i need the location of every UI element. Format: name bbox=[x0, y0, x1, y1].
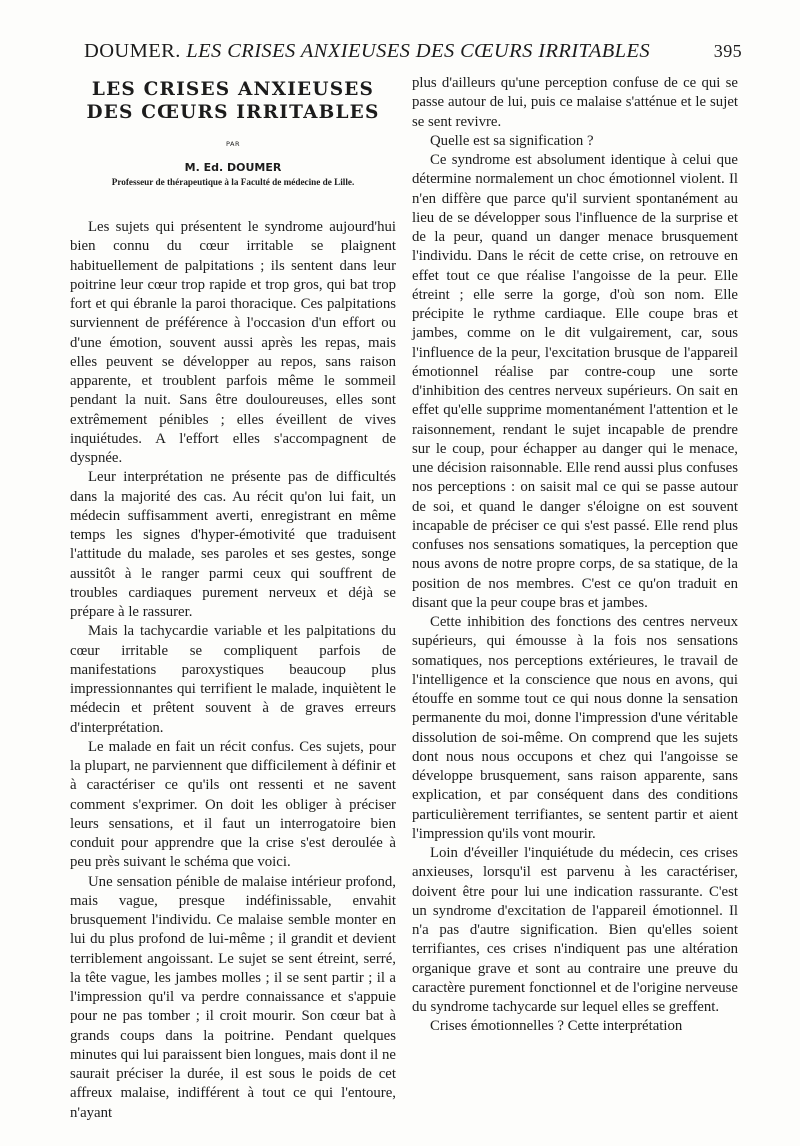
paragraph: Ce syndrome est absolument identique à celui que détermine normalement un choc émotionnel violent. Il n'en diffère que parce qu'il survient spontanément au lieu de se développer sous l'influence de la surprise et de la peur, quand un danger menace brusquement l'individu. Dans le récit de cette crise, on retrouve en effet tout ce que réalise l'angoisse de la peur. Elle étreint ; elle serre la gorge, d'où son nom. Elle précipite le rythme cardiaque. Elle coupe bras et jambes, comme on le dit vulgairement, car, sous l'influence de la peur, l'excitation brusque de l'appareil émotionnel réalise par contre-coup une sorte d'inhibition des centres nerveux supérieurs. On sait en effet qu'elle supprime momentanément l'attention et le raisonnement, rendant le sujet incapable de prendre sur le coup, pour échapper au danger qui le menace, une décision raisonnable. Elle rend aussi plus confuses nos perceptions : on saisit mal ce qui se passe autour de soi, et quand le danger s'éloigne on est souvent incapable de préciser ce qui s'est passé. Elle rend plus confuses nos sensations somatiques, la perception que nous avons de notre propre corps, de sa statique, de la position de nos membres. C'est ce qu'on traduit en disant que la peur coupe bras et jambes. bbox=[412, 152, 738, 611]
byline-par: PAR bbox=[226, 140, 240, 148]
author-name: M. Ed. DOUMER bbox=[184, 161, 282, 174]
running-head bbox=[84, 40, 742, 70]
article-title-line-1: LES CRISES ANXIEUSES bbox=[91, 79, 375, 100]
paragraph-continued: plus d'ailleurs qu'une perception confuse de ce qui se passe autour de lui, puis ce malaise s'atténue et le sujet se sent revivre. bbox=[412, 75, 738, 130]
paragraph: Mais la tachycardie variable et les palpitations du cœur irritable se compliquent parfois de manifestations paroxystiques beaucoup plus impressionnantes qui terrifient le malade, inquiètent le médecin et prêtent souvent à de graves erreurs d'interprétation. bbox=[70, 623, 396, 736]
running-head-title bbox=[84, 40, 650, 63]
paragraph: Quelle est sa signification ? bbox=[430, 132, 594, 149]
author-affiliation: Professeur de thérapeutique à la Faculté de médecine de Lille. bbox=[111, 177, 355, 187]
left-column bbox=[70, 74, 396, 1123]
paragraph: Les sujets qui présentent le syndrome aujourd'hui bien connu du cœur irritable se plaignent habituellement de palpitations ; ils sentent dans leur poitrine leur cœur trop rapide et trop gros, qui bat trop fort et qui ébranle la paroi thoracique. Ces palpitations surviennent de préférence à l'occasion d'un effort ou d'une émotion, souvent aussi après les repas, mais elles peuvent se développer au repos, sans raison apparente, et troublent parfois même le sommeil pendant la nuit. Sans être douloureuses, elles sont extrêmement pénibles ; elles éveillent de vives inquiétudes. A l'effort elles s'accompagnent de dyspnée. bbox=[70, 219, 396, 466]
page-number: 395 bbox=[713, 41, 742, 61]
paragraph: Crises émotionnelles ? Cette interprétation bbox=[430, 1018, 683, 1035]
paragraph: Leur interprétation ne présente pas de difficultés dans la majorité des cas. Au récit qu'on lui fait, un médecin suffisamment averti, enregistrant en même temps les signes d'hyper-émotivité que traduisent l'attitude du malade, ses paroles et ses gestes, songe aussitôt à le ranger parmi ceux qui souffrent de troubles cardiaques purement nerveux et déjà se prépare à le rassurer. bbox=[70, 469, 396, 620]
paragraph: Cette inhibition des fonctions des centres nerveux supérieurs, qui émousse à la fois nos sensations somatiques, nos perceptions extérieures, le travail de l'intelligence et la conscience que nous en avons, qui étouffe en somme tout ce qui nous donne la sensation permanente du moi, donne l'impression d'une véritable dissolution de soi-même. On comprend que les sujets dont nous nous occupons et chez qui l'angoisse se développe brusquement, sans raison apparente, sans explication, et par conséquent dans des conditions particulièrement terrifiantes, se sentent partir et aient l'impression qu'ils vont mourir. bbox=[412, 614, 738, 842]
running-head-author: DOUMER. bbox=[84, 40, 181, 62]
paragraph: Une sensation pénible de malaise intérieur profond, mais vague, presque indéfinissable, envahit brusquement l'individu. Ce malaise semble monter en lui du plus profond de lui-même ; il grandit et devient terriblement angoissant. Le sujet se sent étreint, serré, la tête vague, les jambes molles ; il se sent partir ; il a l'impression qu'il va perdre connaissance et s'appuie pour ne pas tomber ; il croit mourir. Son cœur bat à grands coups dans la poitrine. Pendant quelques minutes qui lui paraissent bien longues, mais dont il ne saurait préciser la durée, il est sous le poids de cet affreux malaise, indifférent à tout ce qui l'entoure, n'ayant bbox=[70, 873, 396, 1121]
paragraph: Loin d'éveiller l'inquiétude du médecin, ces crises anxieuses, lorsqu'il est parvenu à les caractériser, doivent être pour lui une indication rassurante. C'est un syndrome d'excitation de l'appareil émotionnel. Il n'a pas d'autre signification. Bien qu'elles soient terrifiantes, ces crises n'indiquent pas une altération organique grave et sont au contraire une preuve du caractère purement fonctionnel et de l'origine nerveuse du syndrome tachycarde sur lequel elles se greffent. bbox=[412, 845, 738, 1015]
article-title bbox=[70, 78, 396, 124]
article-title-line-2: DES CŒURS IRRITABLES bbox=[86, 102, 380, 123]
running-head-article-title: LES CRISES ANXIEUSES DES CŒURS IRRITABLES bbox=[186, 40, 651, 62]
left-column-body bbox=[70, 218, 396, 1123]
paragraph: Le malade en fait un récit confus. Ces sujets, pour la plupart, ne parviennent que difficilement à définir et à caractériser ce qu'ils ont ressenti et ne savent comment s'exprimer. On doit les obliger à préciser leurs sensations, et il faut un interrogatoire bien conduit pour apprendre que la crise s'est deroulée à peu près suivant le schéma que voici. bbox=[70, 738, 396, 871]
right-column bbox=[412, 74, 738, 1037]
